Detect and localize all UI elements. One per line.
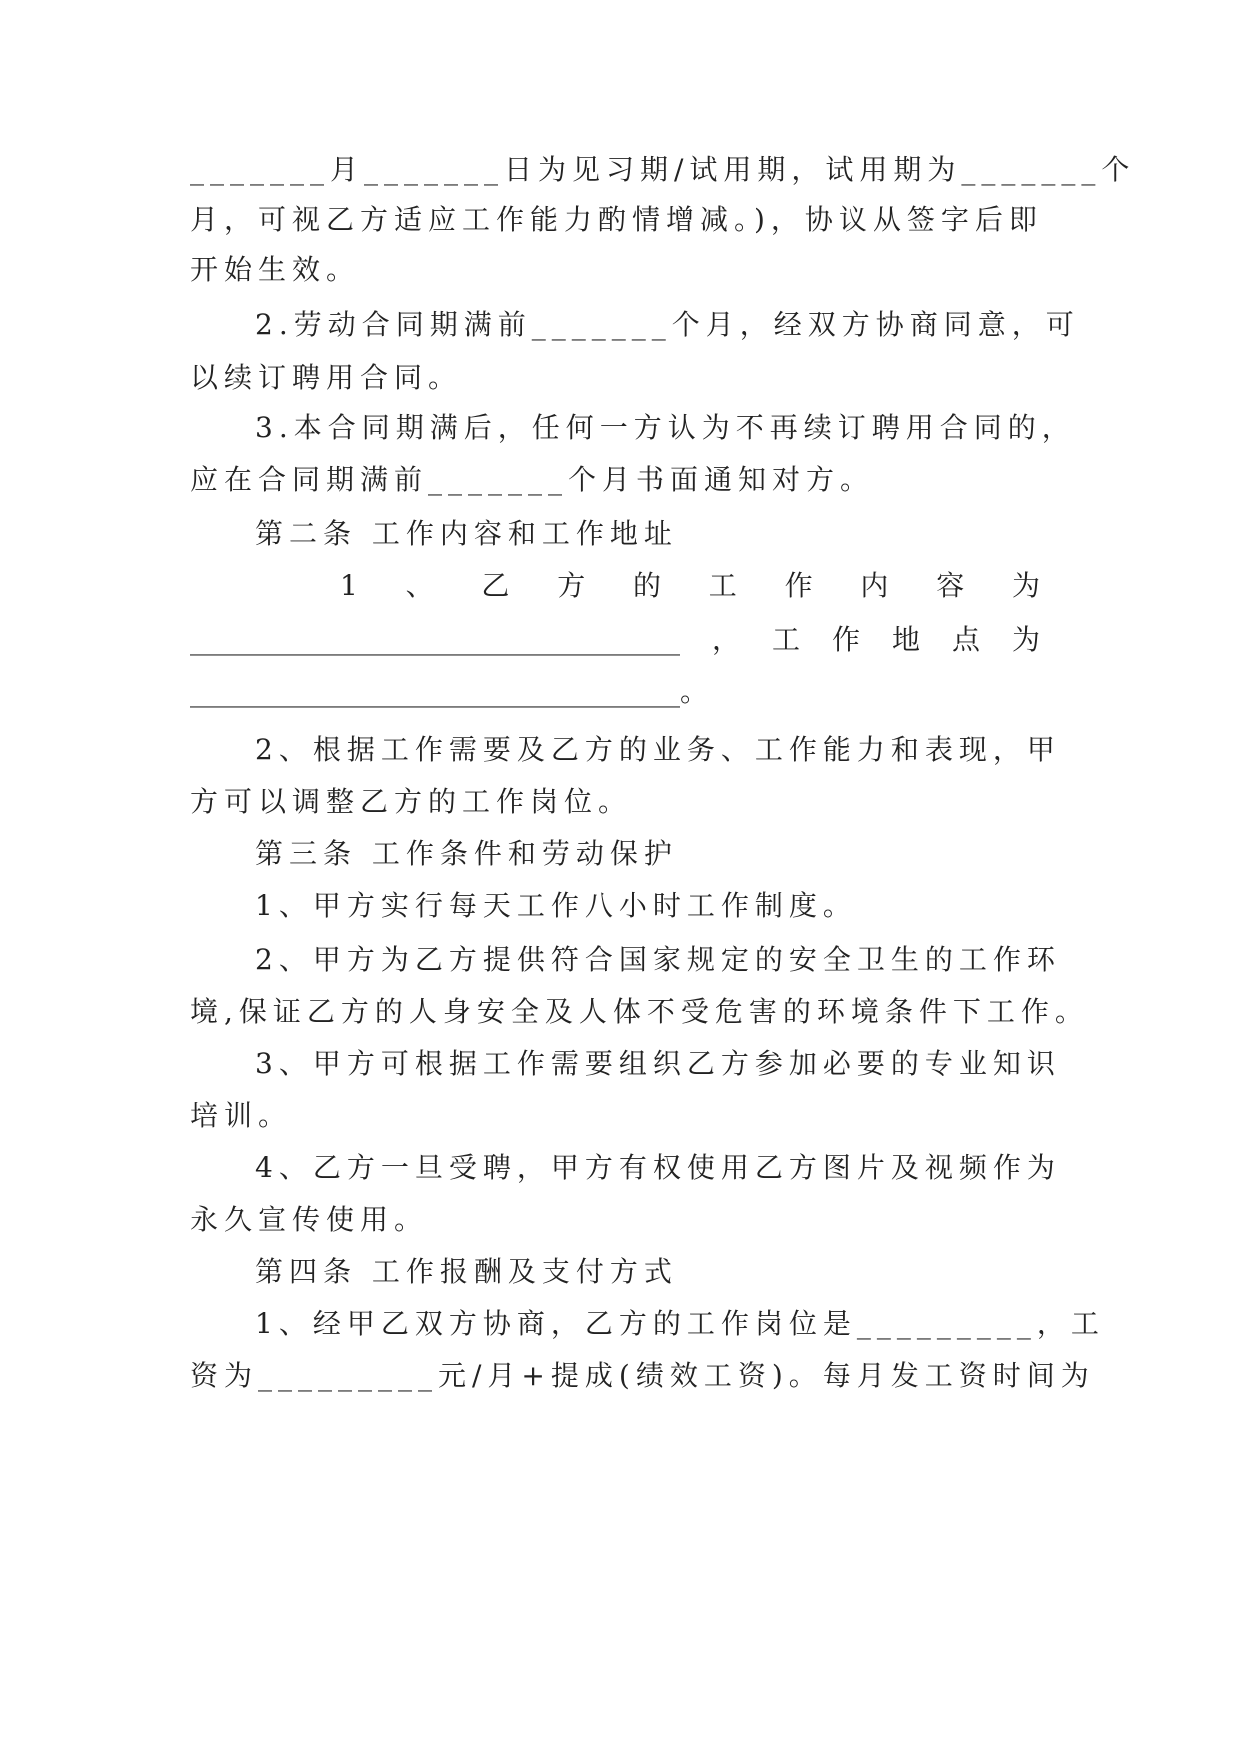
text-line-14: 2、甲方为乙方提供符合国家规定的安全卫生的工作环 — [255, 943, 1061, 976]
spread-char: 1 — [340, 569, 358, 602]
text-line-19: 永久宣传使用。 — [190, 1203, 429, 1236]
spread-char: 工 — [771, 623, 800, 656]
spread-char: 作 — [784, 569, 813, 602]
text-line-4: 2.劳动合同期满前_______个月，经双方协商同意，可 — [255, 308, 1080, 341]
spread-char: 内 — [860, 569, 889, 602]
text-line-21: 1、经甲乙双方协商，乙方的工作岗位是_________，工 — [255, 1307, 1105, 1340]
spread-char: 乙 — [481, 569, 510, 602]
text-line-10: 2、根据工作需要及乙方的业务、工作能力和表现，甲 — [255, 733, 1061, 766]
text-line-15: 境,保证乙方的人身安全及人体不受危害的环境条件下工作。 — [190, 995, 1089, 1028]
blank-underline: ___________________________________ — [190, 623, 680, 656]
spread-char: 容 — [936, 569, 965, 602]
text-line-1: _______月_______日为见习期/试用期，试用期为_______个 — [190, 153, 1136, 186]
text-line-3: 开始生效。 — [190, 253, 361, 286]
text-line-blank: ___________________________________。 — [190, 675, 709, 708]
text-line-22: 资为_________元/月+提成(绩效工资)。每月发工资时间为 — [190, 1359, 1095, 1392]
spread-line-2 — [190, 620, 1040, 660]
spread-char: 点 — [951, 623, 980, 656]
text-line-6: 3.本合同期满后，任何一方认为不再续订聘用合同的， — [255, 411, 1076, 444]
spread-char: 为 — [1011, 623, 1040, 656]
spread-char: 工 — [708, 569, 737, 602]
spread-char: 、 — [405, 569, 434, 602]
text-line-2: 月，可视乙方适应工作能力酌情增减。)，协议从签字后即 — [190, 203, 1043, 236]
spread-char: 方 — [557, 569, 586, 602]
text-line-16: 3、甲方可根据工作需要组织乙方参加必要的专业知识 — [255, 1047, 1061, 1080]
text-line-5: 以续订聘用合同。 — [190, 361, 463, 394]
spread-char: 的 — [633, 569, 662, 602]
spread-char: 为 — [1011, 569, 1040, 602]
section-heading-2: 第二条 工作内容和工作地址 — [255, 517, 678, 550]
spread-char: 地 — [891, 623, 920, 656]
text-line-7: 应在合同期满前_______个月书面通知对方。 — [190, 463, 875, 496]
text-line-17: 培训。 — [190, 1099, 293, 1132]
spread-char: 作 — [831, 623, 860, 656]
section-heading-4: 第四条 工作报酬及支付方式 — [255, 1255, 678, 1288]
text-line-18: 4、乙方一旦受聘，甲方有权使用乙方图片及视频作为 — [255, 1151, 1061, 1184]
spread-line-1 — [340, 566, 1040, 606]
spread-char: ， — [711, 623, 740, 656]
section-heading-3: 第三条 工作条件和劳动保护 — [255, 837, 678, 870]
text-line-13: 1、甲方实行每天工作八小时工作制度。 — [255, 889, 857, 922]
text-line-11: 方可以调整乙方的工作岗位。 — [190, 785, 633, 818]
